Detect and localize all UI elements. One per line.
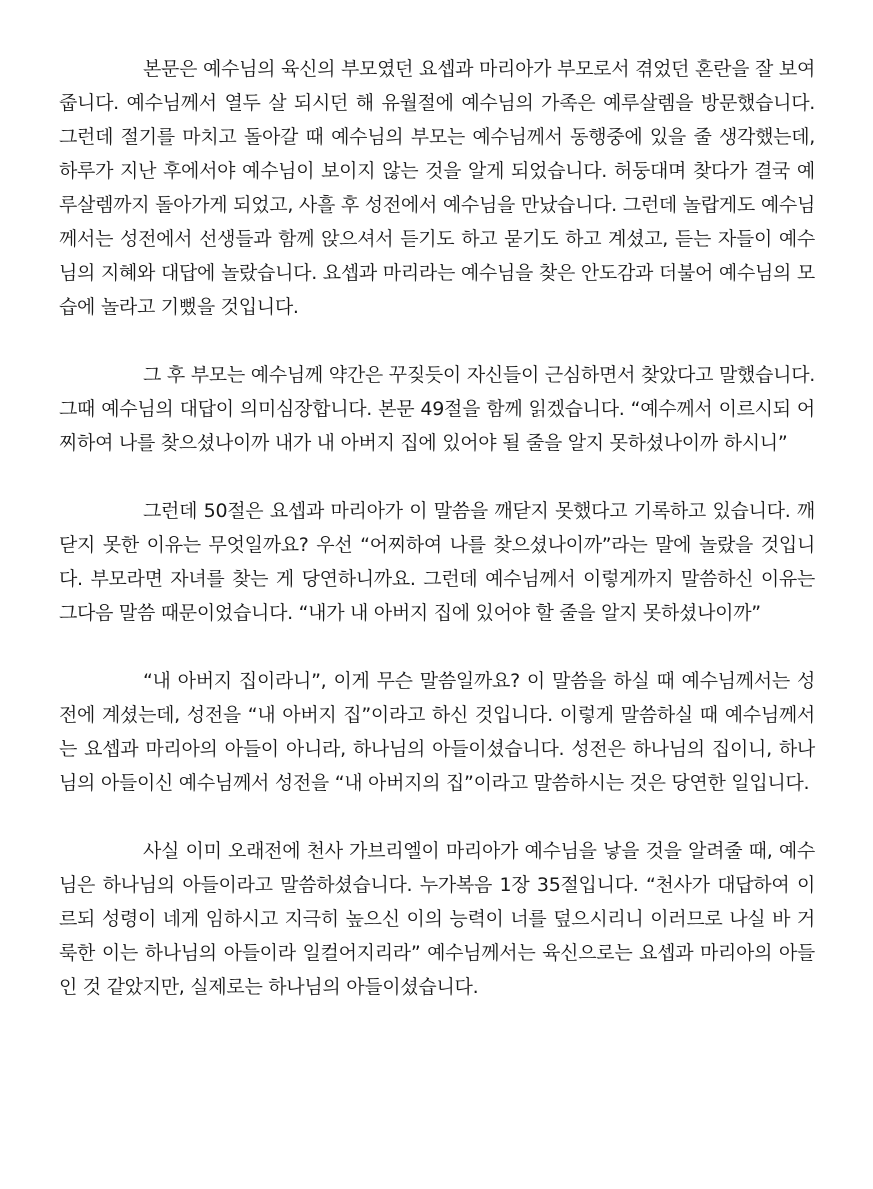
paragraph: 본문은 예수님의 육신의 부모였던 요셉과 마리아가 부모로서 겪었던 혼란을 잘 보여줍니다. 예수님께서 열두 살 되시던 해 유월절에 예수님의 가족은 예루살렘을 방문했습니다. 그런데 절기를 마치고 돌아갈 때 예수님의 부모는 예수님께서 동행중에 있을 줄 생각했는데, 하루가 지난 후에서야 예수님이 보이지 않는 것을 알게 되었습니다. 허둥대며 찾다가 결국 예루살렘까지 돌아가게 되었고, 사흘 후 성전에서 예수님을 만났습니다. 그런데 놀랍게도 예수님께서는 성전에서 선생들과 함께 앉으셔서 듣기도 하고 묻기도 하고 계셨고, 듣는 자들이 예수님의 지혜와 대답에 놀랐습니다. 요셉과 마리라는 예수님을 찾은 안도감과 더불어 예수님의 모습에 놀라고 기뻤을 것입니다. bbox=[59, 58, 815, 318]
paragraph: 그 후 부모는 예수님께 약간은 꾸짖듯이 자신들이 근심하면서 찾았다고 말했습니다. 그때 예수님의 대답이 의미심장합니다. 본문 49절을 함께 읽겠습니다. “예수께서 이르시되 어찌하여 나를 찾으셨나이까 내가 내 아버지 집에 있어야 될 줄을 알지 못하셨나이까 하시니” bbox=[59, 364, 815, 454]
paragraph: 사실 이미 오래전에 천사 가브리엘이 마리아가 예수님을 낳을 것을 알려줄 때, 예수님은 하나님의 아들이라고 말씀하셨습니다. 누가복음 1장 35절입니다. “천사가 대답하여 이르되 성령이 네게 임하시고 지극히 높으신 이의 능력이 너를 덮으시리니 이러므로 나실 바 거룩한 이는 하나님의 아들이라 일컬어지리라” 예수님께서는 육신으로는 요셉과 마리아의 아들인 것 같았지만, 실제로는 하나님의 아들이셨습니다. bbox=[59, 840, 815, 998]
document-body bbox=[59, 52, 815, 1004]
paragraph: “내 아버지 집이라니”, 이게 무슨 말씀일까요? 이 말씀을 하실 때 예수님께서는 성전에 계셨는데, 성전을 “내 아버지 집”이라고 하신 것입니다. 이렇게 말씀하실 때 예수님께서는 요셉과 마리아의 아들이 아니라, 하나님의 아들이셨습니다. 성전은 하나님의 집이니, 하나님의 아들이신 예수님께서 성전을 “내 아버지의 집”이라고 말씀하시는 것은 당연한 일입니다. bbox=[59, 670, 815, 794]
paragraph: 그런데 50절은 요셉과 마리아가 이 말씀을 깨닫지 못했다고 기록하고 있습니다. 깨닫지 못한 이유는 무엇일까요? 우선 “어찌하여 나를 찾으셨나이까”라는 말에 놀랐을 것입니다. 부모라면 자녀를 찾는 게 당연하니까요. 그런데 예수님께서 이렇게까지 말씀하신 이유는 그다음 말씀 때문이었습니다. “내가 내 아버지 집에 있어야 할 줄을 알지 못하셨나이까” bbox=[59, 500, 815, 624]
